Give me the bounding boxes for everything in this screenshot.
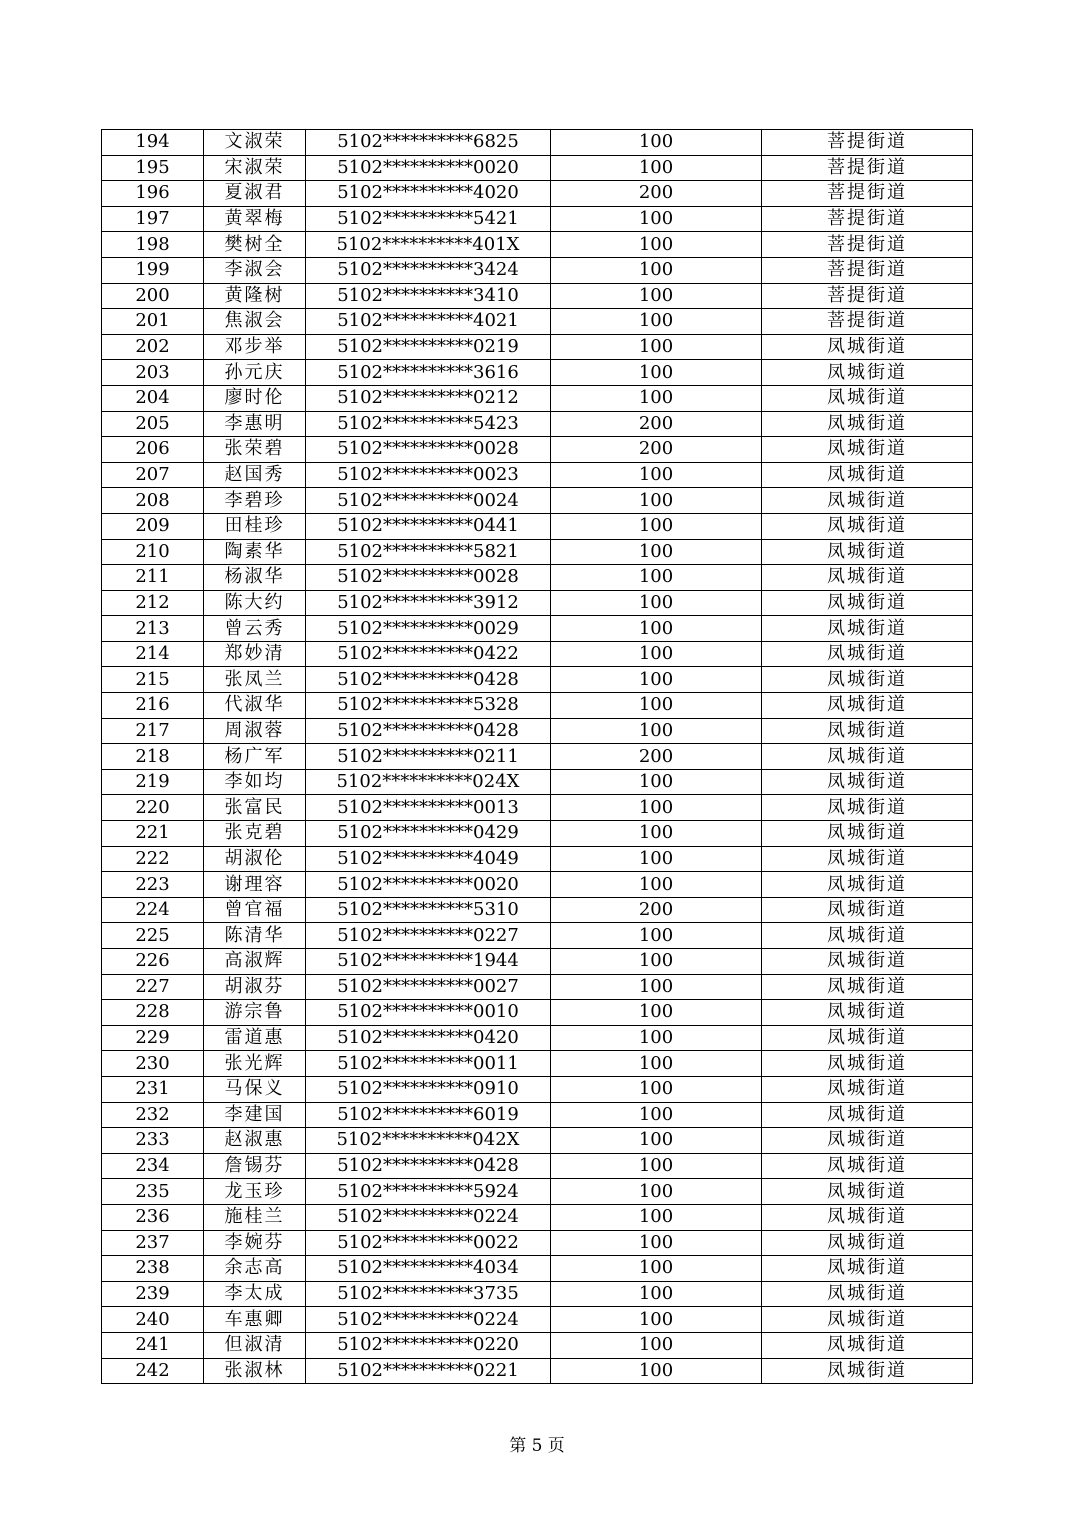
id-number-cell: 5102**********5328 (306, 693, 551, 719)
row-number-cell: 235 (102, 1179, 204, 1205)
amount-cell: 100 (551, 206, 762, 232)
name-cell: 夏淑君 (204, 181, 306, 207)
id-number-cell: 5102**********0024 (306, 488, 551, 514)
street-cell: 凤城街道 (762, 1102, 973, 1128)
street-cell: 凤城街道 (762, 718, 973, 744)
name-cell: 谢理容 (204, 872, 306, 898)
row-number-cell: 237 (102, 1230, 204, 1256)
street-cell: 凤城街道 (762, 590, 973, 616)
row-number-cell: 196 (102, 181, 204, 207)
street-cell: 菩提街道 (762, 130, 973, 156)
records-table (101, 129, 973, 1384)
id-number-cell: 5102**********0422 (306, 641, 551, 667)
table-row (102, 923, 973, 949)
row-number-cell: 242 (102, 1358, 204, 1384)
street-cell: 凤城街道 (762, 923, 973, 949)
id-number-cell: 5102**********0027 (306, 974, 551, 1000)
amount-cell: 100 (551, 1076, 762, 1102)
id-number-cell: 5102**********1944 (306, 949, 551, 975)
street-cell: 凤城街道 (762, 539, 973, 565)
id-number-cell: 5102**********0221 (306, 1358, 551, 1384)
id-number-cell: 5102**********6825 (306, 130, 551, 156)
row-number-cell: 197 (102, 206, 204, 232)
row-number-cell: 222 (102, 846, 204, 872)
table-row (102, 206, 973, 232)
id-number-cell: 5102**********0013 (306, 795, 551, 821)
row-number-cell: 227 (102, 974, 204, 1000)
amount-cell: 200 (551, 181, 762, 207)
street-cell: 凤城街道 (762, 1128, 973, 1154)
row-number-cell: 201 (102, 309, 204, 335)
street-cell: 凤城街道 (762, 1256, 973, 1282)
row-number-cell: 228 (102, 1000, 204, 1026)
name-cell: 高淑辉 (204, 949, 306, 975)
street-cell: 凤城街道 (762, 565, 973, 591)
table-row (102, 616, 973, 642)
row-number-cell: 212 (102, 590, 204, 616)
row-number-cell: 240 (102, 1307, 204, 1333)
id-number-cell: 5102**********3912 (306, 590, 551, 616)
street-cell: 凤城街道 (762, 1076, 973, 1102)
id-number-cell: 5102**********0441 (306, 513, 551, 539)
id-number-cell: 5102**********0227 (306, 923, 551, 949)
name-cell: 陈清华 (204, 923, 306, 949)
table-row (102, 693, 973, 719)
name-cell: 李碧珍 (204, 488, 306, 514)
table-row (102, 949, 973, 975)
row-number-cell: 225 (102, 923, 204, 949)
table-row (102, 872, 973, 898)
street-cell: 凤城街道 (762, 769, 973, 795)
name-cell: 李惠明 (204, 411, 306, 437)
street-cell: 凤城街道 (762, 1281, 973, 1307)
table-row (102, 667, 973, 693)
street-cell: 凤城街道 (762, 949, 973, 975)
amount-cell: 100 (551, 1358, 762, 1384)
id-number-cell: 5102**********5423 (306, 411, 551, 437)
amount-cell: 100 (551, 385, 762, 411)
street-cell: 凤城街道 (762, 1332, 973, 1358)
street-cell: 凤城街道 (762, 437, 973, 463)
row-number-cell: 233 (102, 1128, 204, 1154)
amount-cell: 100 (551, 846, 762, 872)
street-cell: 凤城街道 (762, 1358, 973, 1384)
id-number-cell: 5102**********0429 (306, 821, 551, 847)
row-number-cell: 198 (102, 232, 204, 258)
row-number-cell: 202 (102, 334, 204, 360)
street-cell: 凤城街道 (762, 334, 973, 360)
amount-cell: 100 (551, 641, 762, 667)
table-row (102, 437, 973, 463)
table-row (102, 1332, 973, 1358)
table-row (102, 360, 973, 386)
id-number-cell: 5102**********3410 (306, 283, 551, 309)
street-cell: 凤城街道 (762, 1051, 973, 1077)
street-cell: 菩提街道 (762, 309, 973, 335)
name-cell: 黄翠梅 (204, 206, 306, 232)
street-cell: 凤城街道 (762, 667, 973, 693)
row-number-cell: 210 (102, 539, 204, 565)
row-number-cell: 231 (102, 1076, 204, 1102)
table-row (102, 769, 973, 795)
amount-cell: 100 (551, 821, 762, 847)
street-cell: 凤城街道 (762, 1307, 973, 1333)
street-cell: 菩提街道 (762, 181, 973, 207)
amount-cell: 100 (551, 795, 762, 821)
amount-cell: 100 (551, 565, 762, 591)
street-cell: 凤城街道 (762, 360, 973, 386)
amount-cell: 100 (551, 130, 762, 156)
name-cell: 雷道惠 (204, 1025, 306, 1051)
id-number-cell: 5102**********0428 (306, 667, 551, 693)
amount-cell: 100 (551, 1153, 762, 1179)
street-cell: 凤城街道 (762, 513, 973, 539)
name-cell: 赵国秀 (204, 462, 306, 488)
row-number-cell: 218 (102, 744, 204, 770)
name-cell: 李太成 (204, 1281, 306, 1307)
street-cell: 凤城街道 (762, 1000, 973, 1026)
id-number-cell: 5102**********0020 (306, 872, 551, 898)
id-number-cell: 5102**********0910 (306, 1076, 551, 1102)
street-cell: 菩提街道 (762, 155, 973, 181)
table-row (102, 1204, 973, 1230)
name-cell: 杨淑华 (204, 565, 306, 591)
table-row (102, 1000, 973, 1026)
id-number-cell: 5102**********0029 (306, 616, 551, 642)
amount-cell: 100 (551, 1025, 762, 1051)
table-row (102, 641, 973, 667)
table-row (102, 1102, 973, 1128)
name-cell: 陶素华 (204, 539, 306, 565)
name-cell: 黄隆树 (204, 283, 306, 309)
street-cell: 菩提街道 (762, 206, 973, 232)
amount-cell: 100 (551, 1000, 762, 1026)
name-cell: 余志高 (204, 1256, 306, 1282)
id-number-cell: 5102**********3735 (306, 1281, 551, 1307)
amount-cell: 100 (551, 1256, 762, 1282)
table-row (102, 821, 973, 847)
table-row (102, 1153, 973, 1179)
name-cell: 詹锡芬 (204, 1153, 306, 1179)
id-number-cell: 5102**********0219 (306, 334, 551, 360)
name-cell: 李婉芬 (204, 1230, 306, 1256)
row-number-cell: 238 (102, 1256, 204, 1282)
name-cell: 焦淑会 (204, 309, 306, 335)
id-number-cell: 5102**********0212 (306, 385, 551, 411)
amount-cell: 100 (551, 488, 762, 514)
amount-cell: 100 (551, 360, 762, 386)
amount-cell: 100 (551, 539, 762, 565)
id-number-cell: 5102**********0028 (306, 437, 551, 463)
table-row (102, 1076, 973, 1102)
amount-cell: 100 (551, 283, 762, 309)
table-row (102, 232, 973, 258)
name-cell: 樊树全 (204, 232, 306, 258)
amount-cell: 100 (551, 334, 762, 360)
street-cell: 菩提街道 (762, 283, 973, 309)
row-number-cell: 220 (102, 795, 204, 821)
name-cell: 游宗鲁 (204, 1000, 306, 1026)
name-cell: 胡淑芬 (204, 974, 306, 1000)
page-number: 第 5 页 (509, 1436, 565, 1456)
row-number-cell: 209 (102, 513, 204, 539)
table-row (102, 181, 973, 207)
street-cell: 凤城街道 (762, 1179, 973, 1205)
id-number-cell: 5102**********0428 (306, 1153, 551, 1179)
table-row (102, 1230, 973, 1256)
row-number-cell: 206 (102, 437, 204, 463)
amount-cell: 100 (551, 232, 762, 258)
row-number-cell: 204 (102, 385, 204, 411)
table-row (102, 283, 973, 309)
id-number-cell: 5102**********3424 (306, 257, 551, 283)
amount-cell: 100 (551, 974, 762, 1000)
row-number-cell: 205 (102, 411, 204, 437)
id-number-cell: 5102**********0420 (306, 1025, 551, 1051)
street-cell: 凤城街道 (762, 872, 973, 898)
table-row (102, 130, 973, 156)
name-cell: 但淑清 (204, 1332, 306, 1358)
table-row (102, 1256, 973, 1282)
id-number-cell: 5102**********401X (306, 232, 551, 258)
name-cell: 宋淑荣 (204, 155, 306, 181)
table-row (102, 795, 973, 821)
table-row (102, 411, 973, 437)
table-row (102, 1358, 973, 1384)
row-number-cell: 195 (102, 155, 204, 181)
id-number-cell: 5102**********4034 (306, 1256, 551, 1282)
row-number-cell: 230 (102, 1051, 204, 1077)
table-row (102, 488, 973, 514)
name-cell: 廖时伦 (204, 385, 306, 411)
amount-cell: 100 (551, 1128, 762, 1154)
id-number-cell: 5102**********5821 (306, 539, 551, 565)
table-row (102, 155, 973, 181)
name-cell: 马保义 (204, 1076, 306, 1102)
amount-cell: 100 (551, 616, 762, 642)
row-number-cell: 211 (102, 565, 204, 591)
id-number-cell: 5102**********5924 (306, 1179, 551, 1205)
name-cell: 张克碧 (204, 821, 306, 847)
street-cell: 凤城街道 (762, 1204, 973, 1230)
street-cell: 凤城街道 (762, 385, 973, 411)
name-cell: 郑妙清 (204, 641, 306, 667)
id-number-cell: 5102**********0224 (306, 1204, 551, 1230)
amount-cell: 100 (551, 949, 762, 975)
row-number-cell: 229 (102, 1025, 204, 1051)
name-cell: 张荣碧 (204, 437, 306, 463)
name-cell: 张淑林 (204, 1358, 306, 1384)
name-cell: 张富民 (204, 795, 306, 821)
name-cell: 曾官福 (204, 897, 306, 923)
street-cell: 凤城街道 (762, 821, 973, 847)
records-table-body (102, 130, 973, 1384)
id-number-cell: 5102**********4049 (306, 846, 551, 872)
amount-cell: 200 (551, 897, 762, 923)
amount-cell: 100 (551, 1051, 762, 1077)
id-number-cell: 5102**********024X (306, 769, 551, 795)
row-number-cell: 203 (102, 360, 204, 386)
name-cell: 李如均 (204, 769, 306, 795)
table-row (102, 590, 973, 616)
id-number-cell: 5102**********0028 (306, 565, 551, 591)
street-cell: 菩提街道 (762, 232, 973, 258)
id-number-cell: 5102**********5421 (306, 206, 551, 232)
amount-cell: 100 (551, 462, 762, 488)
street-cell: 凤城街道 (762, 897, 973, 923)
amount-cell: 100 (551, 693, 762, 719)
row-number-cell: 239 (102, 1281, 204, 1307)
row-number-cell: 199 (102, 257, 204, 283)
name-cell: 龙玉珍 (204, 1179, 306, 1205)
street-cell: 凤城街道 (762, 974, 973, 1000)
amount-cell: 100 (551, 769, 762, 795)
table-row (102, 744, 973, 770)
row-number-cell: 217 (102, 718, 204, 744)
id-number-cell: 5102**********0023 (306, 462, 551, 488)
table-row (102, 1051, 973, 1077)
row-number-cell: 216 (102, 693, 204, 719)
amount-cell: 100 (551, 718, 762, 744)
table-row (102, 565, 973, 591)
amount-cell: 100 (551, 667, 762, 693)
row-number-cell: 219 (102, 769, 204, 795)
id-number-cell: 5102**********0011 (306, 1051, 551, 1077)
name-cell: 车惠卿 (204, 1307, 306, 1333)
amount-cell: 200 (551, 744, 762, 770)
table-row (102, 257, 973, 283)
table-row (102, 513, 973, 539)
id-number-cell: 5102**********5310 (306, 897, 551, 923)
street-cell: 凤城街道 (762, 488, 973, 514)
name-cell: 周淑蓉 (204, 718, 306, 744)
name-cell: 田桂珍 (204, 513, 306, 539)
name-cell: 李建国 (204, 1102, 306, 1128)
row-number-cell: 215 (102, 667, 204, 693)
amount-cell: 100 (551, 257, 762, 283)
amount-cell: 100 (551, 1102, 762, 1128)
id-number-cell: 5102**********0010 (306, 1000, 551, 1026)
table-row (102, 1281, 973, 1307)
table-row (102, 385, 973, 411)
id-number-cell: 5102**********0224 (306, 1307, 551, 1333)
id-number-cell: 5102**********0020 (306, 155, 551, 181)
name-cell: 曾云秀 (204, 616, 306, 642)
amount-cell: 100 (551, 1307, 762, 1333)
amount-cell: 100 (551, 923, 762, 949)
street-cell: 菩提街道 (762, 257, 973, 283)
row-number-cell: 234 (102, 1153, 204, 1179)
name-cell: 张光辉 (204, 1051, 306, 1077)
name-cell: 孙元庆 (204, 360, 306, 386)
row-number-cell: 232 (102, 1102, 204, 1128)
amount-cell: 100 (551, 155, 762, 181)
table-row (102, 974, 973, 1000)
id-number-cell: 5102**********042X (306, 1128, 551, 1154)
amount-cell: 100 (551, 1204, 762, 1230)
id-number-cell: 5102**********0022 (306, 1230, 551, 1256)
row-number-cell: 194 (102, 130, 204, 156)
street-cell: 凤城街道 (762, 616, 973, 642)
name-cell: 杨广军 (204, 744, 306, 770)
name-cell: 邓步举 (204, 334, 306, 360)
table-row (102, 334, 973, 360)
name-cell: 赵淑惠 (204, 1128, 306, 1154)
amount-cell: 100 (551, 1179, 762, 1205)
id-number-cell: 5102**********0428 (306, 718, 551, 744)
row-number-cell: 221 (102, 821, 204, 847)
name-cell: 胡淑伦 (204, 846, 306, 872)
row-number-cell: 207 (102, 462, 204, 488)
table-row (102, 1179, 973, 1205)
name-cell: 代淑华 (204, 693, 306, 719)
row-number-cell: 226 (102, 949, 204, 975)
row-number-cell: 223 (102, 872, 204, 898)
street-cell: 凤城街道 (762, 744, 973, 770)
street-cell: 凤城街道 (762, 462, 973, 488)
name-cell: 陈大约 (204, 590, 306, 616)
amount-cell: 100 (551, 1281, 762, 1307)
amount-cell: 100 (551, 309, 762, 335)
id-number-cell: 5102**********4021 (306, 309, 551, 335)
amount-cell: 100 (551, 590, 762, 616)
table-row (102, 718, 973, 744)
amount-cell: 100 (551, 1230, 762, 1256)
name-cell: 张凤兰 (204, 667, 306, 693)
name-cell: 李淑会 (204, 257, 306, 283)
amount-cell: 100 (551, 513, 762, 539)
table-row (102, 462, 973, 488)
id-number-cell: 5102**********3616 (306, 360, 551, 386)
row-number-cell: 214 (102, 641, 204, 667)
table-row (102, 309, 973, 335)
street-cell: 凤城街道 (762, 1153, 973, 1179)
street-cell: 凤城街道 (762, 1230, 973, 1256)
amount-cell: 200 (551, 411, 762, 437)
street-cell: 凤城街道 (762, 641, 973, 667)
row-number-cell: 241 (102, 1332, 204, 1358)
amount-cell: 100 (551, 1332, 762, 1358)
row-number-cell: 224 (102, 897, 204, 923)
id-number-cell: 5102**********6019 (306, 1102, 551, 1128)
amount-cell: 200 (551, 437, 762, 463)
table-row (102, 539, 973, 565)
row-number-cell: 213 (102, 616, 204, 642)
street-cell: 凤城街道 (762, 795, 973, 821)
name-cell: 文淑荣 (204, 130, 306, 156)
table-row (102, 897, 973, 923)
table-row (102, 1025, 973, 1051)
amount-cell: 100 (551, 872, 762, 898)
street-cell: 凤城街道 (762, 1025, 973, 1051)
table-row (102, 846, 973, 872)
table-row (102, 1128, 973, 1154)
row-number-cell: 200 (102, 283, 204, 309)
street-cell: 凤城街道 (762, 411, 973, 437)
table-row (102, 1307, 973, 1333)
street-cell: 凤城街道 (762, 693, 973, 719)
row-number-cell: 236 (102, 1204, 204, 1230)
id-number-cell: 5102**********0211 (306, 744, 551, 770)
id-number-cell: 5102**********0220 (306, 1332, 551, 1358)
id-number-cell: 5102**********4020 (306, 181, 551, 207)
name-cell: 施桂兰 (204, 1204, 306, 1230)
row-number-cell: 208 (102, 488, 204, 514)
street-cell: 凤城街道 (762, 846, 973, 872)
